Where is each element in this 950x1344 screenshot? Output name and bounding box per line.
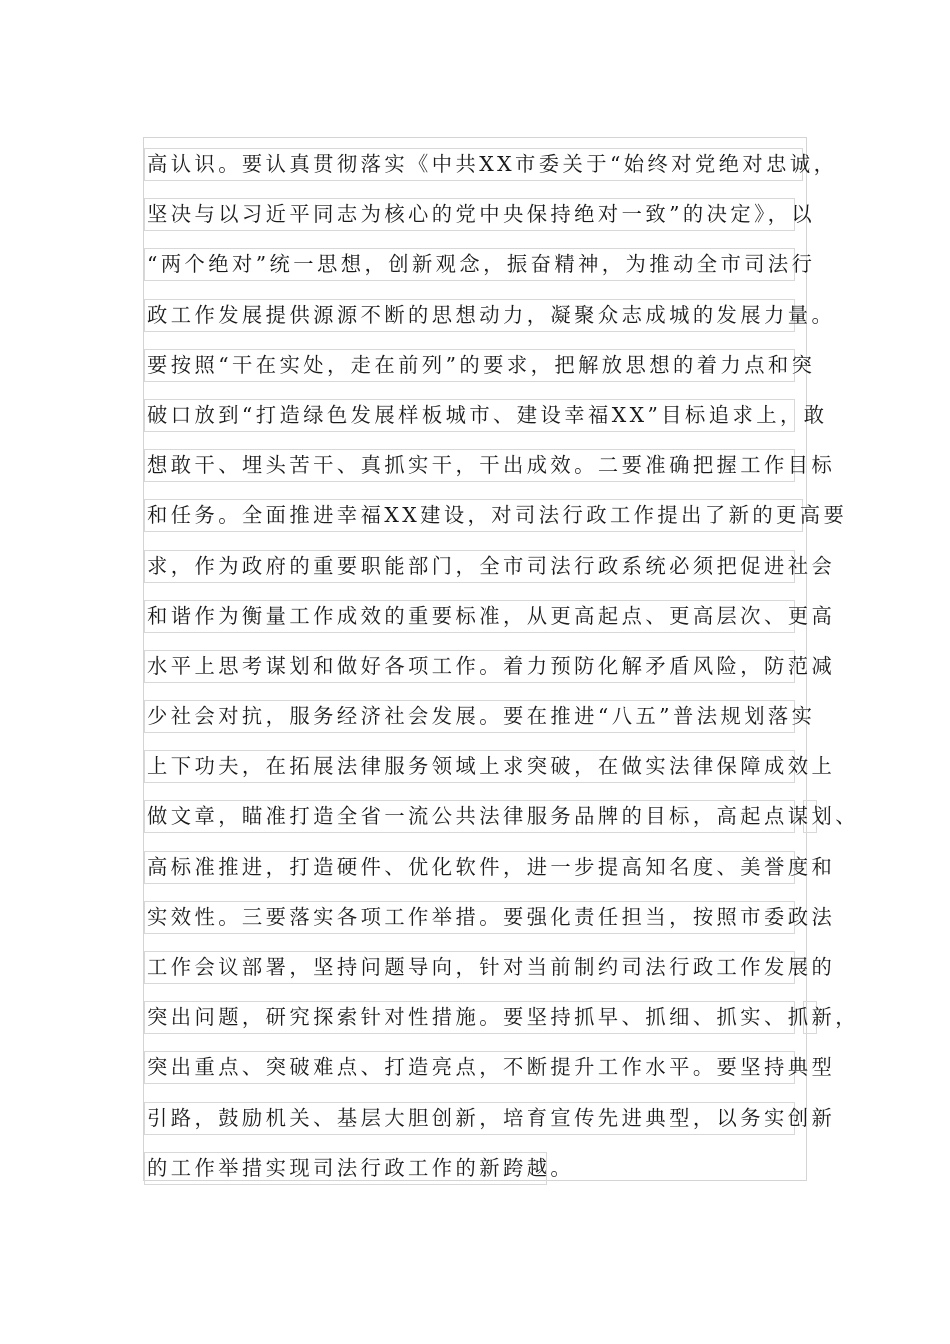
text-line [144,349,824,399]
line-text: 破口放到“打造绿色发展样板城市、建设幸福XX”目标追求上，敢 [147,402,828,427]
line-text: “两个绝对”统一思想，创新观念，振奋精神，为推动全市司法行 [147,252,816,277]
text-line [144,851,836,901]
text-line [144,951,836,1001]
line-text: 少社会对抗，服务经济社会发展。要在推进“八五”普法规划落实 [147,704,816,729]
line-text: 的工作举措实现司法行政工作的新跨越。 [147,1155,575,1180]
text-line [144,1001,859,1051]
line-text: 政工作发展提供源源不断的思想动力，凝聚众志成城的发展力量。 [147,302,836,327]
line-text: 引路，鼓励机关、基层大胆创新，培育宣传先进典型，以务实创新 [147,1105,836,1130]
text-line [144,449,836,499]
text-line [144,800,859,850]
line-text: 突出问题，研究探索针对性措施。要坚持抓早、抓细、抓实、抓新， [147,1005,859,1030]
text-line [144,198,824,248]
text-line [144,1051,836,1101]
line-text: 高标准推进，打造硬件、优化软件，进一步提高知名度、美誉度和 [147,854,836,879]
line-text: 工作会议部署，坚持问题导向，针对当前制约司法行政工作发展的 [147,955,836,979]
line-text: 坚决与以习近平同志为核心的党中央保持绝对一致”的决定》，以 [147,202,816,227]
text-line [144,700,824,750]
line-text: 求，作为政府的重要职能部门，全市司法行政系统必须把促进社会 [147,553,836,578]
text-line [144,550,836,600]
line-text: 和谐作为衡量工作成效的重要标准，从更高起点、更高层次、更高 [147,603,836,628]
line-text: 水平上思考谋划和做好各项工作。着力预防化解矛盾风险，防范减 [147,653,836,678]
text-line [144,299,836,349]
line-text: 要按照“干在实处，走在前列”的要求，把解放思想的着力点和突 [147,352,816,377]
line-text: 高认识。要认真贯彻落实《中共XX市委关于“始终对党绝对忠诚， [147,152,838,176]
text-line [144,248,824,298]
line-text: 实效性。三要落实各项工作举措。要强化责任担当，按照市委政法 [147,904,836,929]
line-text: 上下功夫，在拓展法律服务领域上求突破，在做实法律保障成效上 [147,754,836,779]
line-text: 和任务。全面推进幸福XX建设，对司法行政工作提出了新的更高要 [147,503,848,528]
text-line [144,148,838,198]
text-line [144,399,828,449]
line-text: 突出重点、突破难点、打造亮点，不断提升工作水平。要坚持典型 [147,1055,836,1080]
text-line [144,600,836,650]
text-line [144,1102,836,1152]
line-text: 做文章，瞄准打造全省一流公共法律服务品牌的目标，高起点谋划、 [147,804,859,829]
line-text: 想敢干、埋头苦干、真抓实干，干出成效。二要准确把握工作目标 [147,453,836,478]
document-body [144,148,859,1202]
text-line [144,499,848,549]
text-line [144,750,836,800]
text-line [144,1152,824,1202]
text-line [144,901,836,951]
text-line [144,650,836,700]
